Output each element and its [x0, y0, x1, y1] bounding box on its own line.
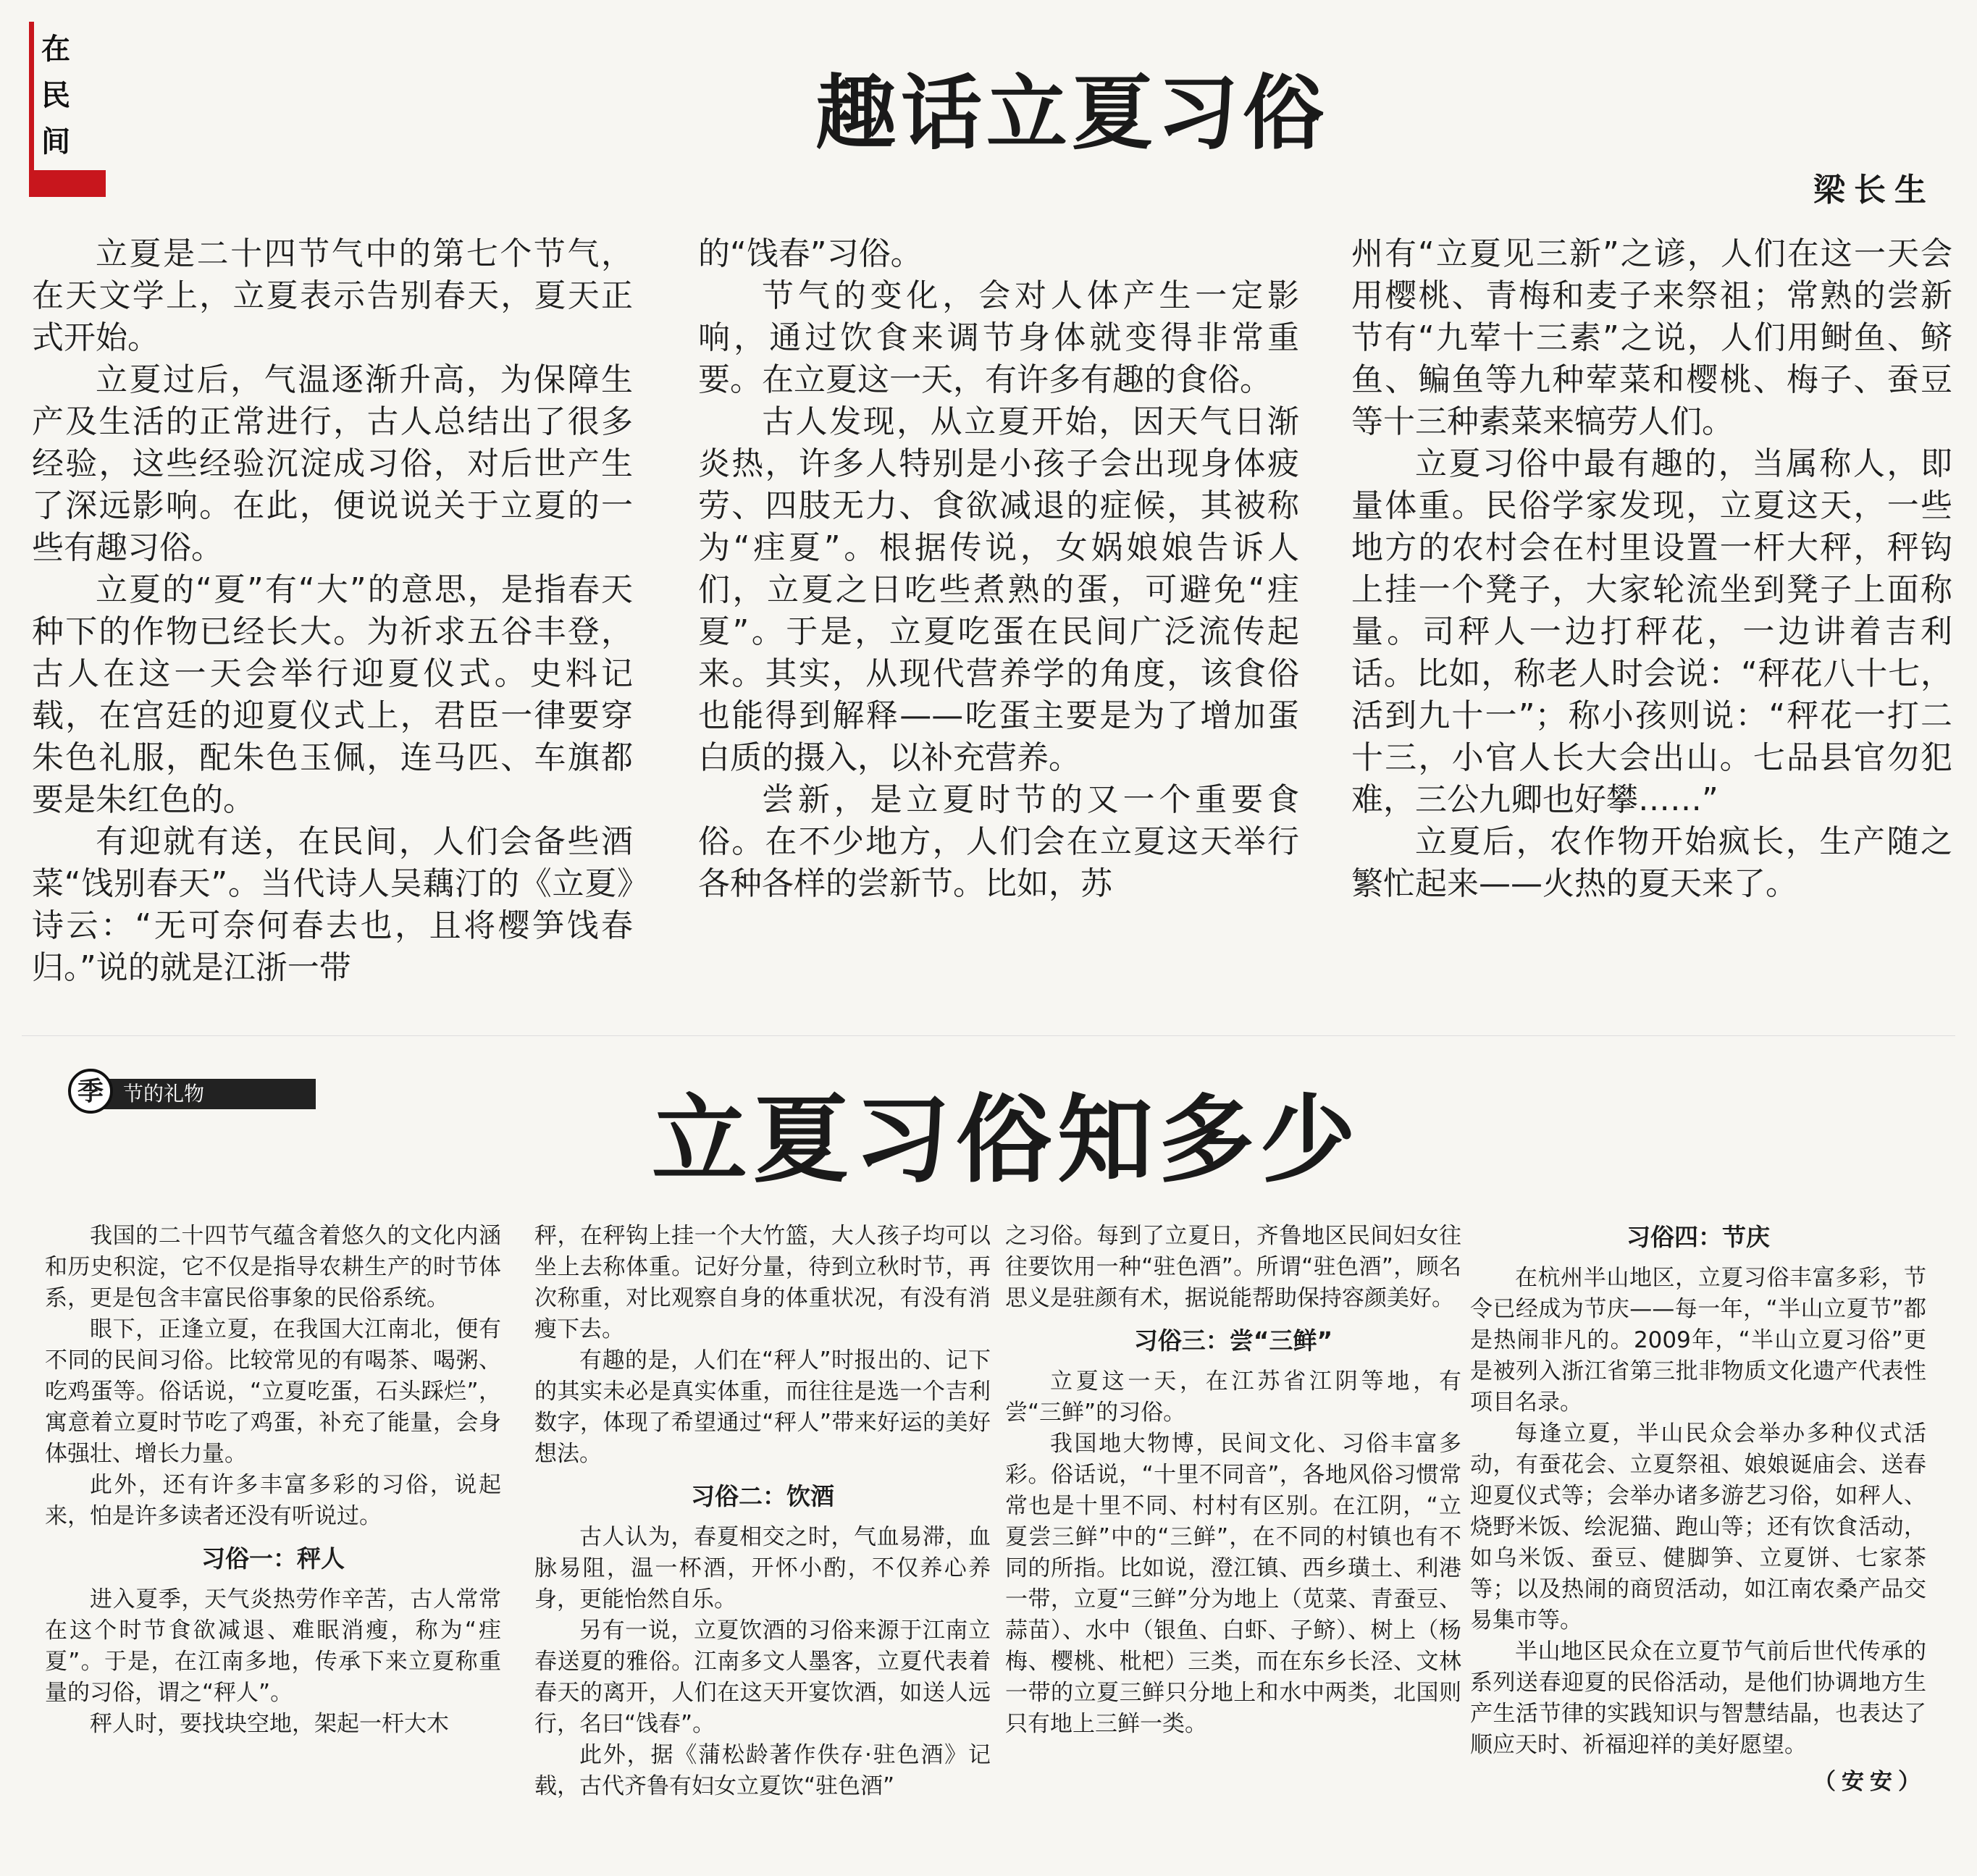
paragraph: 我国地大物博，民间文化、习俗丰富多彩。俗话说，“十里不同音”，各地风俗习惯常常也是十里不同、村村有区别。在江阴，“立夏尝三鲜”中的“三鲜”，在不同的村镇也有不同的所指。比如说，澄江镇、西乡璜土、利港一带，立夏“三鲜”分为地上（苋菜、青蚕豆、蒜苗）、水中（银鱼、白虾、子鲚）、树上（杨梅、樱桃、枇杷）三类，而在东乡长泾、文林一带的立夏三鲜只分地上和水中两类，北国则只有地上三鲜一类。: [1005, 1431, 1461, 1737]
paragraph: 此外，据《蒲松龄著作佚存·驻色酒》记载，古代齐鲁有妇女立夏饮“驻色酒”: [534, 1742, 991, 1799]
article2-column-1: [45, 1221, 501, 1740]
paragraph: 的“饯春”习俗。: [698, 235, 923, 272]
season-icon: 季: [68, 1069, 113, 1114]
column-tag: [29, 22, 80, 197]
article1-title: 趣话立夏习俗: [815, 66, 1328, 161]
paragraph: 州有“立夏见三新”之谚，人们在这一天会用樱桃、青梅和麦子来祭祖；常熟的尝新节有“九荤十三素”之说，人们用鲥鱼、鲚鱼、鳊鱼等九种荤菜和樱桃、梅子、蚕豆等十三种素菜来犒劳人们。: [1351, 235, 1952, 440]
paragraph: 另有一说，立夏饮酒的习俗来源于江南立春送夏的雅俗。江南多文人墨客，立夏代表着春天的离开，人们在这天开宴饮酒，如送人远行，名曰“饯春”。: [534, 1618, 991, 1737]
section-heading: 习俗二：饮酒: [691, 1482, 834, 1510]
paragraph: 此外，还有许多丰富多彩的习俗，说起来，怕是许多读者还没有听说过。: [45, 1472, 501, 1529]
paragraph: 立夏过后，气温逐渐升高，为保障生产及生活的正常进行，古人总结出了很多经验，这些经验沉淀成习俗，对后世产生了深远影响。在此，便说说关于立夏的一些有趣习俗。: [32, 361, 633, 566]
paragraph: 我国的二十四节气蕴含着悠久的文化内涵和历史积淀，它不仅是指导农耕生产的时节体系，更是包含丰富民俗事象的民俗系统。: [45, 1223, 501, 1311]
paragraph: 立夏是二十四节气中的第七个节气，在天文学上，立夏表示告别春天，夏天正式开始。: [32, 235, 633, 356]
paragraph: 在杭州半山地区，立夏习俗丰富多彩，节令已经成为节庆——每一年，“半山立夏节”都是热闹非凡的。2009年，“半山立夏习俗”更是被列入浙江省第三批非物质文化遗产代表性项目名录。: [1470, 1265, 1926, 1416]
article1-column-1: [32, 233, 633, 989]
section-divider: [22, 1035, 1955, 1036]
article2-title: 立夏习俗知多少: [652, 1085, 1361, 1196]
paragraph: 立夏这一天，在江苏省江阴等地，有尝“三鲜”的习俗。: [1005, 1368, 1461, 1426]
paragraph: 立夏习俗中最有趣的，当属称人，即量体重。民俗学家发现，立夏这天，一些地方的农村会在村里设置一杆大秤，秤钩上挂一个凳子，大家轮流坐到凳子上面称量。司秤人一边打秤花，一边讲着吉利话。比如，称老人时会说：“秤花八十七，活到九十一”；称小孩则说：“秤花一打二十三，小官人长大会出山。七品县官勿犯难，三公九卿也好攀……”: [1351, 445, 1952, 818]
paragraph: 古人认为，春夏相交之时，气血易滞，血脉易阻，温一杯酒，开怀小酌，不仅养心养身，更能怡然自乐。: [534, 1524, 991, 1612]
article2-column-3: [1005, 1221, 1461, 1740]
paragraph: 有趣的是，人们在“秤人”时报出的、记下的其实未必是真实体重，而往往是选一个吉利数字，体现了希望通过“秤人”带来好运的美好想法。: [534, 1347, 991, 1467]
paragraph: 眼下，正逢立夏，在我国大江南北，便有不同的民间习俗。比较常见的有喝茶、喝粥、吃鸡蛋等。俗话说，“立夏吃蛋，石头踩烂”，寓意着立夏时节吃了鸡蛋，补充了能量，会身体强壮、增长力量。: [45, 1316, 501, 1467]
section-tag: [68, 1069, 249, 1116]
paragraph: 之习俗。每到了立夏日，齐鲁地区民间妇女往往要饮用一种“驻色酒”。所谓“驻色酒”，顾名思义是驻颜有术，据说能帮助保持容颜美好。: [1005, 1223, 1461, 1311]
section-heading: 习俗三：尝“三鲜”: [1133, 1326, 1333, 1355]
article1-author: 梁长生: [1813, 172, 1935, 209]
paragraph: 立夏的“夏”有“大”的意思，是指春天种下的作物已经长大。为祈求五谷丰登，古人在这一天会举行迎夏仪式。史料记载，在宫廷的迎夏仪式上，君臣一律要穿朱色礼服，配朱色玉佩，连马匹、车旗都要是朱红色的。: [32, 571, 633, 818]
article2-author: （安安）: [1813, 1769, 1926, 1795]
paragraph: 古人发现，从立夏开始，因天气日渐炎热，许多人特别是小孩子会出现身体疲劳、四肢无力、食欲减退的症候，其被称为“疰夏”。根据传说，女娲娘娘告诉人们，立夏之日吃些煮熟的蛋，可避免“疰夏”。于是，立夏吃蛋在民间广泛流传起来。其实，从现代营养学的角度，该食俗也能得到解释——吃蛋主要是为了增加蛋白质的摄入，以补充营养。: [698, 403, 1299, 776]
section-heading: 习俗一：秤人: [201, 1544, 345, 1573]
paragraph: 每逢立夏，半山民众会举办多种仪式活动，有蚕花会、立夏祭祖、娘娘诞庙会、送春迎夏仪式等；会举办诸多游艺习俗，如秤人、烧野米饭、绘泥猫、跑山等；还有饮食活动，如乌米饭、蚕豆、健脚笋、立夏饼、七家茶等；以及热闹的商贸活动，如江南农桑产品交易集市等。: [1470, 1421, 1926, 1633]
article2-column-2: [534, 1221, 991, 1802]
paragraph: 尝新，是立夏时节的又一个重要食俗。在不少地方，人们会在立夏这天举行各种各样的尝新节。比如，苏: [698, 781, 1299, 902]
article1-column-3: [1351, 233, 1952, 905]
paragraph: 节气的变化，会对人体产生一定影响，通过饮食来调节身体就变得非常重要。在立夏这一天，有许多有趣的食俗。: [698, 277, 1299, 398]
paragraph: 立夏后，农作物开始疯长，生产随之繁忙起来——火热的夏天来了。: [1351, 823, 1952, 902]
paragraph: 秤，在秤钩上挂一个大竹篮，大人孩子均可以坐上去称体重。记好分量，待到立秋时节，再次称重，对比观察自身的体重状况，有没有消瘦下去。: [534, 1223, 991, 1342]
paragraph: 秤人时，要找块空地，架起一杆大木: [90, 1711, 449, 1737]
paragraph: 进入夏季，天气炎热劳作辛苦，古人常常在这个时节食欲减退、难眠消瘦，称为“疰夏”。于是，在江南多地，传承下来立夏称重量的习俗，谓之“秤人”。: [45, 1586, 501, 1706]
column-tag-red-block: [29, 170, 106, 197]
article1-column-2: [698, 233, 1299, 905]
section-tag-label: 节的礼物: [97, 1079, 316, 1109]
section-heading: 习俗四：节庆: [1626, 1223, 1770, 1251]
paragraph: 有迎就有送，在民间，人们会备些酒菜“饯别春天”。当代诗人吴藕汀的《立夏》诗云：“无可奈何春去也，且将樱笋饯春归。”说的就是江浙一带: [32, 823, 633, 986]
paragraph: 半山地区民众在立夏节气前后世代传承的系列送春迎夏的民俗活动，是他们协调地方生产生活节律的实践知识与智慧结晶，也表达了顺应天时、祈福迎祥的美好愿望。: [1470, 1639, 1926, 1758]
article2-column-4: [1470, 1221, 1926, 1798]
column-tag-text: 在 民 间: [41, 32, 70, 159]
